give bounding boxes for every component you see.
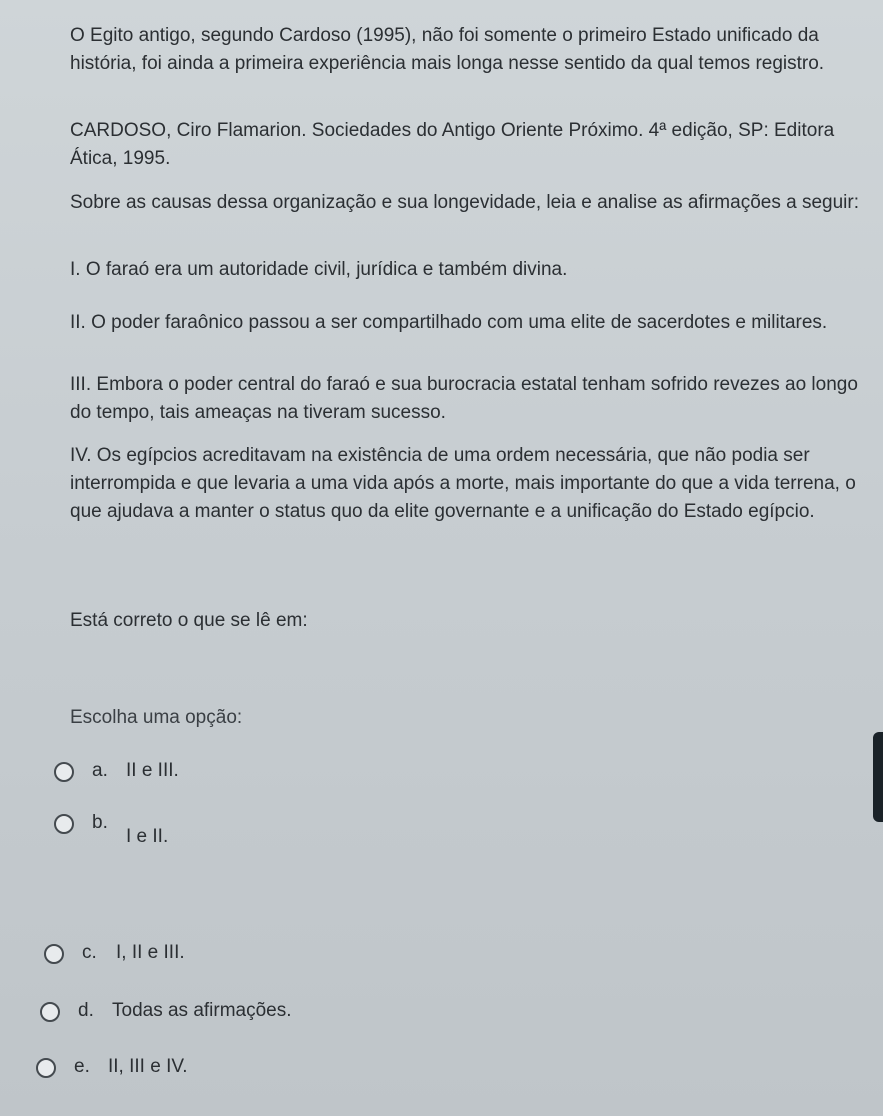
option-text: II, III e IV.: [108, 1056, 188, 1077]
option-e[interactable]: [36, 1056, 188, 1078]
option-letter: e.: [74, 1056, 90, 1077]
side-scroll-tab[interactable]: [873, 732, 883, 822]
statement-iii: III. Embora o poder central do faraó e sua burocracia estatal tenham sofrido revezes ao longo do tempo, tais ameaças na tiveram sucesso.: [70, 374, 858, 423]
option-text: Todas as afirmações.: [112, 1000, 292, 1021]
statement-iv: IV. Os egípcios acreditavam na existência de uma ordem necessária, que não podia ser interrompida e que levaria a uma vida após a morte, mais importante do que a vida terrena, o que ajudava a manter o status quo da elite governante e a unificação do Estado egípcio.: [70, 445, 856, 522]
option-text: II e III.: [126, 760, 179, 781]
option-c[interactable]: [44, 942, 185, 964]
statement-ii: II. O poder faraônico passou a ser compartilhado com uma elite de sacerdotes e militares.: [70, 312, 828, 333]
radio-button[interactable]: [40, 1002, 60, 1022]
option-d[interactable]: [40, 1000, 292, 1022]
option-letter: b.: [92, 812, 108, 833]
question-prompt: Está correto o que se lê em:: [70, 610, 308, 631]
option-b[interactable]: [54, 812, 168, 848]
option-text: I, II e III.: [116, 942, 185, 963]
question-intro: O Egito antigo, segundo Cardoso (1995), não foi somente o primeiro Estado unificado da história, foi ainda a primeira experiência mais longa nesse sentido da qual temos registro.: [70, 25, 825, 74]
statement-i: I. O faraó era um autoridade civil, jurídica e também divina.: [70, 259, 568, 280]
question-lead: Sobre as causas dessa organização e sua longevidade, leia e analise as afirmações a seguir:: [70, 192, 859, 213]
option-text: I e II.: [126, 826, 169, 847]
option-letter: d.: [78, 1000, 94, 1021]
radio-button[interactable]: [54, 814, 74, 834]
citation: CARDOSO, Ciro Flamarion. Sociedades do Antigo Oriente Próximo. 4ª edição, SP: Editora Ática, 1995.: [70, 120, 835, 169]
choose-option-label: Escolha uma opção:: [70, 707, 243, 728]
radio-button[interactable]: [54, 762, 74, 782]
radio-button[interactable]: [44, 944, 64, 964]
option-letter: c.: [82, 942, 97, 963]
option-letter: a.: [92, 760, 108, 781]
option-a[interactable]: [54, 760, 179, 782]
radio-button[interactable]: [36, 1058, 56, 1078]
